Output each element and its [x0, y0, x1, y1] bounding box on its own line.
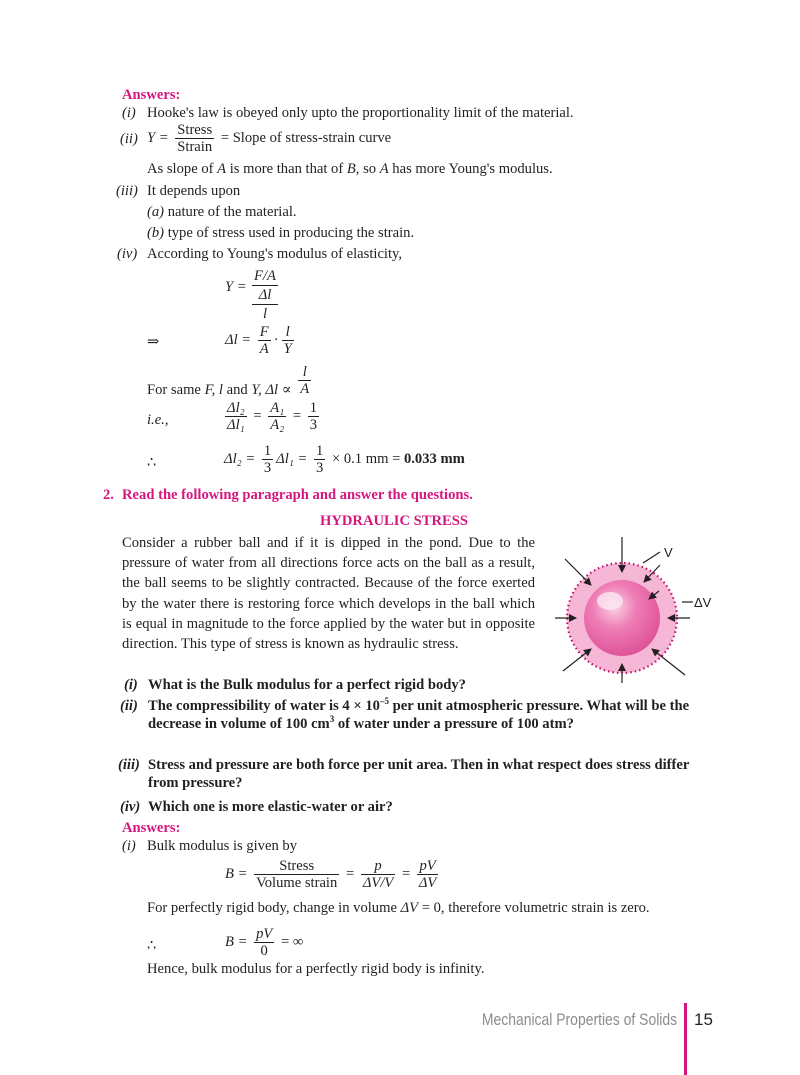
answers-heading: Answers: — [122, 87, 181, 103]
answer-label: (i) — [122, 838, 136, 854]
ie-label: i.e., — [147, 412, 169, 428]
bulk-modulus-infinity: B = $\frac{pV}{0}$ = ∞ — [225, 926, 304, 960]
answer-text: According to Young's modulus of elasticity, — [147, 246, 403, 262]
question-number: 2. — [103, 487, 114, 503]
therefore-symbol: ∴ — [147, 455, 157, 471]
compound-fraction: F/A Δl l — [252, 267, 278, 323]
footer-accent-bar — [684, 1003, 687, 1075]
answer-text: Hooke's law is obeyed only upto the proportionality limit of the material. — [147, 105, 574, 121]
answer-subitem: (a) nature of the material. — [147, 204, 297, 220]
answer-text: Bulk modulus is given by — [147, 838, 297, 854]
answer-text: For perfectly rigid body, change in volume ΔV = 0, therefore volumetric strain is zero. — [147, 900, 650, 916]
label-delta-volume: ΔV — [694, 595, 712, 610]
page-number: 15 — [694, 1010, 713, 1029]
answer-label: (i) — [122, 105, 136, 121]
section-title: HYDRAULIC STRESS — [320, 513, 469, 529]
footer-chapter-title: Mechanical Properties of Solids — [481, 1010, 677, 1029]
answer-subitem: (b) type of stress used in producing the strain. — [147, 225, 415, 241]
youngs-modulus-equation: Y = $\frac{\text{Stress}}{\text{Strain}}$ = Slope of stress-strain curve — [147, 122, 392, 156]
bulk-modulus-equation: B = $\frac{\text{Stress}}{\text{Volume strain}}$ = $\frac{p}{\Delta V/V}$ = $\frac{pV}{\Delta V}$ — [225, 858, 437, 892]
paragraph-text: Consider a rubber ball and if it is dipped in the pond. Due to the pressure of water from all directions force acts on the ball as a result, the ball seems to be slightly contracted. Because of the force exerted by the water there is restoring force which develops in the ball which is equal in magnitude to the force applied by the water but in opposite direction. This type of stress is known as hydraulic stress. — [122, 535, 535, 653]
answer-text: As slope of A is more than that of B, so A has more Young's modulus. — [147, 161, 553, 177]
answer-label: (iv) — [117, 246, 138, 262]
ball-highlight — [597, 592, 623, 610]
answer-label: (iii) — [116, 183, 138, 199]
therefore-symbol: ∴ — [147, 938, 157, 954]
answer-text: Hence, bulk modulus for a perfectly rigid body is infinity. — [147, 961, 485, 977]
label-volume: V — [664, 545, 673, 560]
delta-l-equation: Δl = $\frac{F}{A}$ · $\frac{l}{Y}$ — [225, 324, 292, 358]
question-prompt: Read the following paragraph and answer the questions. — [122, 487, 473, 503]
ball-core — [584, 580, 660, 656]
hydraulic-ball-diagram — [555, 535, 730, 685]
answer-label: (ii) — [120, 131, 138, 147]
answers-heading: Answers: — [122, 820, 181, 836]
proportionality-statement: For same F, l and Y, Δl ∝ $\frac{l}{A}$ — [147, 364, 310, 398]
ratio-equation: $\frac{\text{Δl₂}}{\text{Δl₁}}$ = $\frac{\text{A₁}}{\text{A₂}}$ = $\frac{1}{3}$ — [227, 400, 318, 434]
answer-text: It depends upon — [147, 183, 241, 199]
equation-lhs: Y = — [225, 279, 247, 295]
implies-symbol: ⇒ — [147, 334, 160, 350]
result-equation: Δl₂ = $\frac{1}{3}$ Δl₁ = $\frac{1}{3}$ × 0.1 mm = 0.033 mm — [224, 443, 465, 477]
